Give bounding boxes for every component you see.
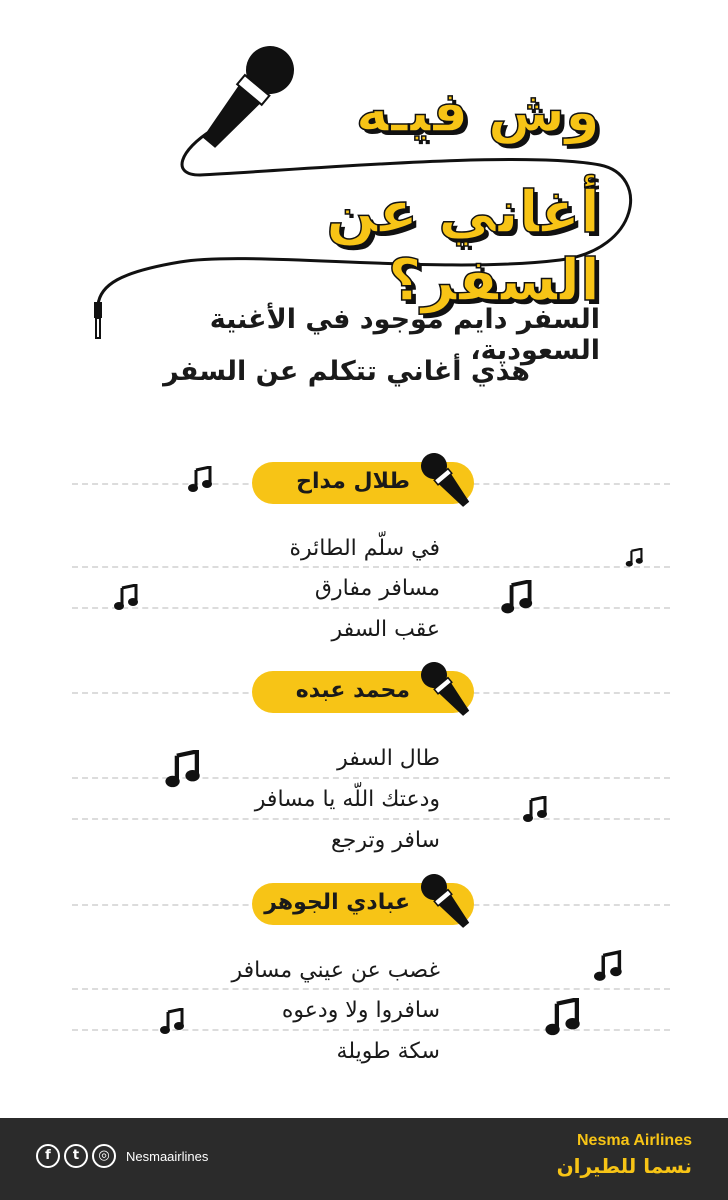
song-title: غصب عن عيني مسافر [231, 958, 440, 983]
instagram-icon[interactable]: ◎ [92, 1144, 116, 1168]
song-title: طال السفر [337, 746, 440, 771]
song-title: سافروا ولا ودعوه [281, 998, 440, 1023]
singer-header-3 [252, 883, 474, 925]
brand-name-arabic: نسما للطيران [556, 1154, 692, 1178]
microphone-icon [414, 657, 476, 719]
song-title: سكة طويلة [336, 1039, 440, 1064]
microphone-icon [414, 869, 476, 931]
song-title: عقب السفر [331, 617, 440, 642]
music-note-icon [498, 580, 538, 616]
music-note-icon [594, 950, 624, 984]
song-title: سافر وترجع [331, 828, 440, 853]
music-note-icon [156, 1008, 190, 1036]
footer [0, 1118, 728, 1200]
microphone-icon [414, 448, 476, 510]
divider [72, 566, 670, 568]
divider [72, 988, 670, 990]
divider [72, 607, 670, 609]
music-note-icon [160, 750, 208, 790]
music-note-icon [520, 796, 552, 824]
singer-name: عبادي الجوهر [264, 890, 410, 915]
music-note-icon [624, 548, 646, 568]
song-title: في سلّم الطائرة [289, 536, 440, 561]
music-note-icon [188, 466, 214, 494]
facebook-icon[interactable]: f [36, 1144, 60, 1168]
singer-header-1 [252, 462, 474, 504]
social-handle[interactable]: Nesmaairlines [126, 1148, 209, 1164]
singer-name: محمد عبده [295, 678, 410, 703]
intro-line-2: هذي أغاني تتكلم عن السفر [163, 356, 530, 387]
singer-header-2 [252, 671, 474, 713]
divider [72, 818, 670, 820]
intro-line-1: السفر دايم موجود في الأغنية السعودية، [209, 304, 600, 366]
music-note-icon [112, 584, 142, 612]
social-links [36, 1144, 208, 1168]
singer-name: طلال مداح [296, 469, 410, 494]
song-title: ودعتك اللّه يا مسافر [254, 787, 440, 812]
title-line-1: وش فيـه [355, 80, 600, 145]
title-line-2: أغاني عن السفر؟ [326, 178, 600, 314]
brand-name-english: Nesma Airlines [576, 1132, 692, 1149]
music-note-icon [540, 998, 588, 1038]
twitter-icon[interactable]: t [64, 1144, 88, 1168]
song-title: مسافر مفارق [314, 576, 440, 601]
